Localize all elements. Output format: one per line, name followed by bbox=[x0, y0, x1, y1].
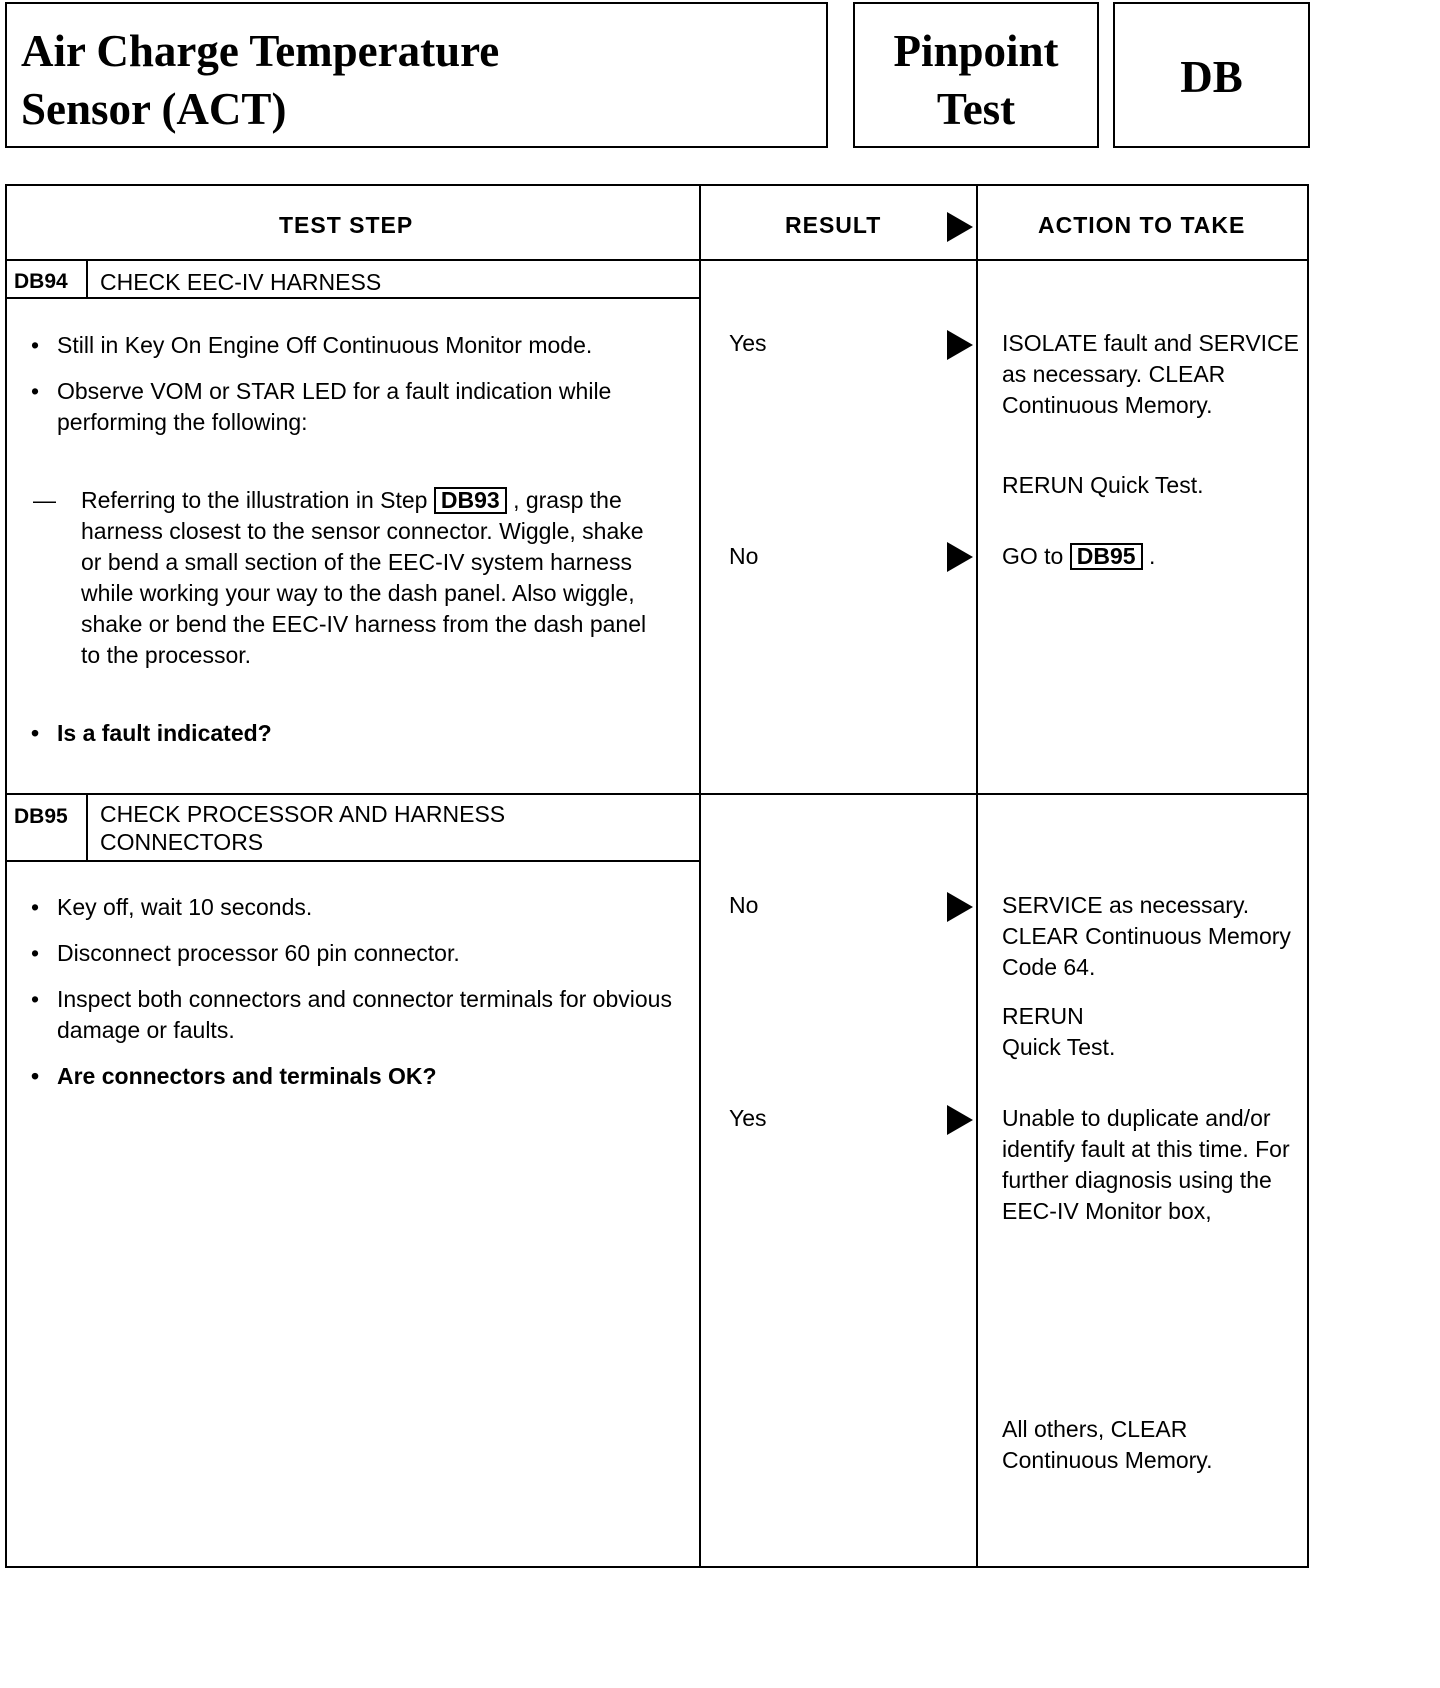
step-row-divider bbox=[7, 793, 1307, 795]
db95-action-yes: Unable to duplicate and/or identify fault at this time. For further diagnosis using the EEC-IV Monitor box, bbox=[1002, 1105, 1290, 1224]
section-code: DB bbox=[1180, 52, 1243, 102]
pinpoint-line2: Test bbox=[936, 84, 1016, 134]
step-header-divider bbox=[7, 297, 699, 299]
list-item: • Key off, wait 10 seconds. bbox=[29, 892, 679, 923]
db94-action-yes-rerun: RERUN Quick Test. bbox=[1002, 472, 1204, 498]
db95-result-no: No bbox=[729, 892, 759, 918]
column-divider-action bbox=[976, 186, 978, 1566]
page-title-line2: Sensor (ACT) bbox=[21, 84, 287, 134]
step-reference-db93: DB93 bbox=[434, 487, 507, 514]
arrow-icon bbox=[947, 892, 973, 922]
column-header-test-step: TEST STEP bbox=[279, 212, 414, 238]
column-header-action: ACTION TO TAKE bbox=[1038, 212, 1246, 238]
list-item: • Disconnect processor 60 pin connector. bbox=[29, 938, 679, 969]
header-row-divider bbox=[7, 259, 1307, 261]
pinpoint-table bbox=[5, 184, 1309, 1568]
step-id-divider bbox=[86, 259, 88, 297]
db94-sub-instruction bbox=[29, 485, 657, 671]
page-title bbox=[21, 22, 499, 138]
step-header-divider bbox=[7, 860, 699, 862]
db95-result-yes: Yes bbox=[729, 1105, 767, 1131]
db94-question: • Is a fault indicated? bbox=[31, 720, 272, 746]
step-id-db95: DB95 bbox=[14, 805, 68, 828]
db95-instructions bbox=[29, 892, 679, 1107]
db94-action-yes: ISOLATE fault and SERVICE as necessary. CLEAR Continuous Memory. bbox=[1002, 330, 1300, 418]
db94-result-yes: Yes bbox=[729, 330, 767, 356]
db94-result-no: No bbox=[729, 543, 759, 569]
step-id-divider bbox=[86, 793, 88, 860]
list-item: • Still in Key On Engine Off Continuous Monitor mode. bbox=[29, 330, 679, 361]
db95-action-no: SERVICE as necessary. CLEAR Continuous Memory Code 64. bbox=[1002, 892, 1291, 980]
list-item: • Inspect both connectors and connector terminals for obvious damage or faults. bbox=[29, 984, 679, 1046]
step-id-db94: DB94 bbox=[14, 270, 68, 293]
column-divider-result bbox=[699, 186, 701, 1566]
pinpoint-test-label bbox=[855, 22, 1097, 138]
pinpoint-line1: Pinpoint bbox=[893, 26, 1059, 76]
db95-action-no-rerun: RERUN Quick Test. bbox=[1002, 1003, 1116, 1060]
pinpoint-test-box bbox=[853, 2, 1099, 148]
column-header-result: RESULT bbox=[785, 212, 882, 238]
arrow-icon bbox=[947, 330, 973, 360]
page-title-line1: Air Charge Temperature bbox=[21, 26, 500, 76]
step-reference-db95: DB95 bbox=[1070, 543, 1143, 570]
db95-question: • Are connectors and terminals OK? bbox=[29, 1061, 679, 1092]
title-box bbox=[5, 2, 828, 148]
arrow-icon bbox=[947, 542, 973, 572]
db94-instructions bbox=[29, 330, 679, 453]
list-item: • Observe VOM or STAR LED for a fault indication while performing the following: bbox=[29, 376, 679, 438]
result-arrow-icon bbox=[947, 212, 973, 242]
section-code-box bbox=[1113, 2, 1310, 148]
arrow-icon bbox=[947, 1105, 973, 1135]
step-title-db94: CHECK EEC-IV HARNESS bbox=[100, 269, 382, 295]
sub-instruction-text: Referring to the illustration in Step bbox=[81, 487, 428, 513]
db94-action-no: GO to DB95 . bbox=[1002, 543, 1156, 569]
sub-instruction-text-cont: , grasp the harness closest to the sensor connector. Wiggle, shake or bend a small section of the EEC-IV system harness while working your way to the dash panel. Also wiggle, shake or bend the EEC-IV harness from the dash panel to the processor. bbox=[81, 487, 647, 668]
db95-action-yes-others: All others, CLEAR Continuous Memory. bbox=[1002, 1416, 1213, 1473]
step-title-db95: CHECK PROCESSOR AND HARNESS CONNECTORS bbox=[100, 801, 506, 855]
